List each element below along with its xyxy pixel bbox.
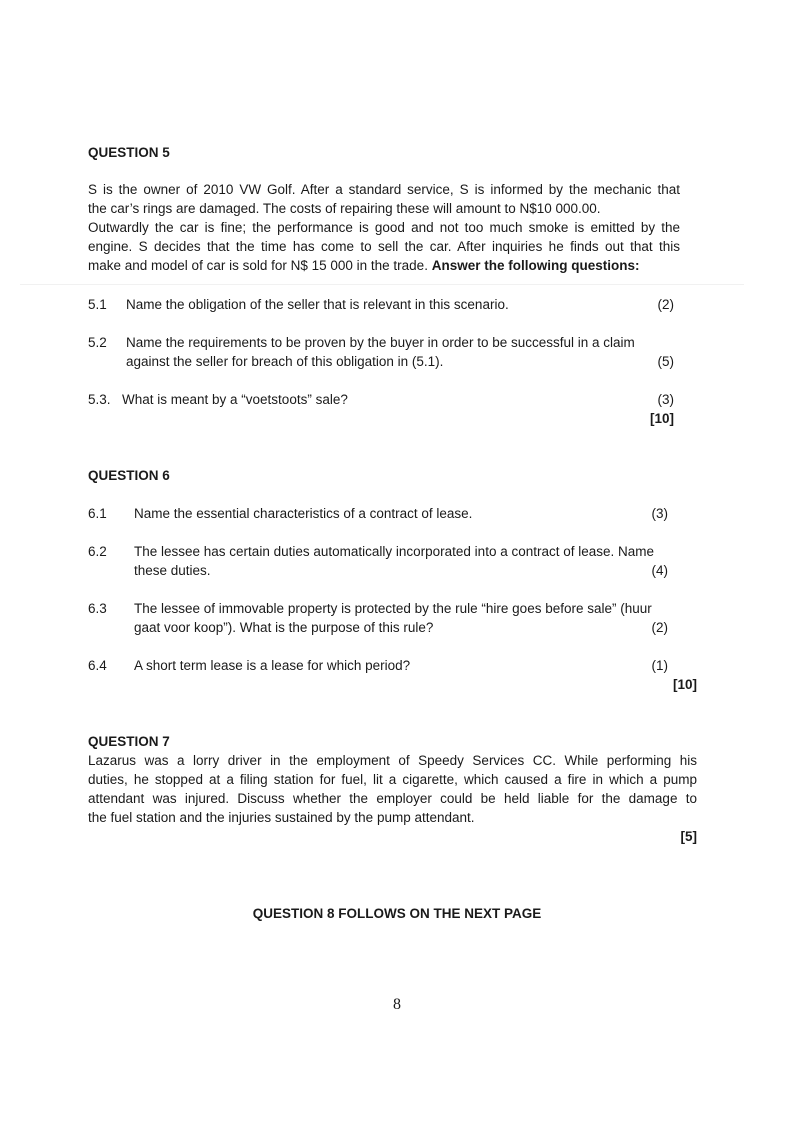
item-text: [134, 504, 472, 523]
item-text: [126, 295, 509, 314]
question-7-line: attendant was injured. Discuss whether the employer could be held liable for the damage to: [88, 791, 697, 806]
scenario-line: engine. S decides that the time has come to sell the car. After inquiries he finds out that this: [88, 239, 680, 254]
item-line: Name the requirements to be proven by the buyer in order to be successful in a claim: [126, 335, 635, 350]
item-line: A short term lease is a lease for which period?: [134, 658, 411, 673]
item-mark: (2): [657, 297, 674, 312]
question-6-heading: QUESTION 6: [88, 468, 170, 483]
scenario-line: Outwardly the car is fine; the performance is good and not too much smoke is emitted by the: [88, 220, 680, 235]
scenario-line: [88, 256, 680, 275]
scenario-line: the car’s rings are damaged. The costs of repairing these will amount to N$10 000.00.: [88, 201, 601, 216]
item-number: 6.1: [88, 506, 107, 521]
scenario-text: make and model of car is sold for N$ 15 000 in the trade.: [88, 258, 432, 273]
question-7-heading: QUESTION 7: [88, 734, 170, 749]
item-line: The lessee has certain duties automatically incorporated into a contract of lease. Name: [134, 544, 655, 559]
item-line: The lessee of immovable property is protected by the rule “hire goes before sale” (huur: [134, 601, 652, 616]
item-text: [134, 542, 654, 580]
item-number: 6.2: [88, 544, 107, 559]
item-text: [122, 390, 348, 409]
item-text: [126, 333, 635, 371]
item-mark: (3): [651, 506, 668, 521]
item-line: What is meant by a “voetstoots” sale?: [122, 392, 348, 407]
question-5-heading: QUESTION 5: [88, 145, 170, 160]
item-line: Name the essential characteristics of a contract of lease.: [134, 506, 473, 521]
question-5-total: [10]: [649, 411, 674, 426]
item-text: [134, 599, 652, 637]
item-mark: (2): [651, 620, 668, 635]
question-5-scenario: [88, 180, 680, 275]
item-number: 5.1: [88, 297, 107, 312]
item-text: [134, 656, 410, 675]
next-page-note: QUESTION 8 FOLLOWS ON THE NEXT PAGE: [252, 906, 542, 921]
instruction-text: Answer the following questions:: [431, 258, 640, 273]
item-mark: (1): [651, 658, 668, 673]
item-line: gaat voor koop”). What is the purpose of this rule?: [134, 620, 434, 635]
question-7-line: duties, he stopped at a filing station for fuel, lit a cigarette, which caused a fire in which a pump: [88, 772, 697, 787]
page-number: 8: [393, 996, 401, 1013]
item-number: 5.3.: [88, 392, 111, 407]
question-7-line: Lazarus was a lorry driver in the employment of Speedy Services CC. While performing his: [88, 753, 697, 768]
item-number: 6.3: [88, 601, 107, 616]
question-7-text: [88, 751, 697, 827]
question-7-total: [5]: [680, 829, 697, 844]
item-mark: (4): [651, 563, 668, 578]
item-line: against the seller for breach of this obligation in (5.1).: [126, 354, 444, 369]
question-6-total: [10]: [672, 677, 697, 692]
question-7-line: the fuel station and the injuries sustained by the pump attendant.: [88, 810, 475, 825]
scenario-line: S is the owner of 2010 VW Golf. After a standard service, S is informed by the mechanic that: [88, 182, 680, 197]
item-number: 6.4: [88, 658, 107, 673]
item-mark: (5): [657, 354, 674, 369]
divider: [20, 284, 744, 285]
item-number: 5.2: [88, 335, 107, 350]
item-line: Name the obligation of the seller that is relevant in this scenario.: [126, 297, 509, 312]
item-mark: (3): [657, 392, 674, 407]
item-line: these duties.: [134, 563, 211, 578]
